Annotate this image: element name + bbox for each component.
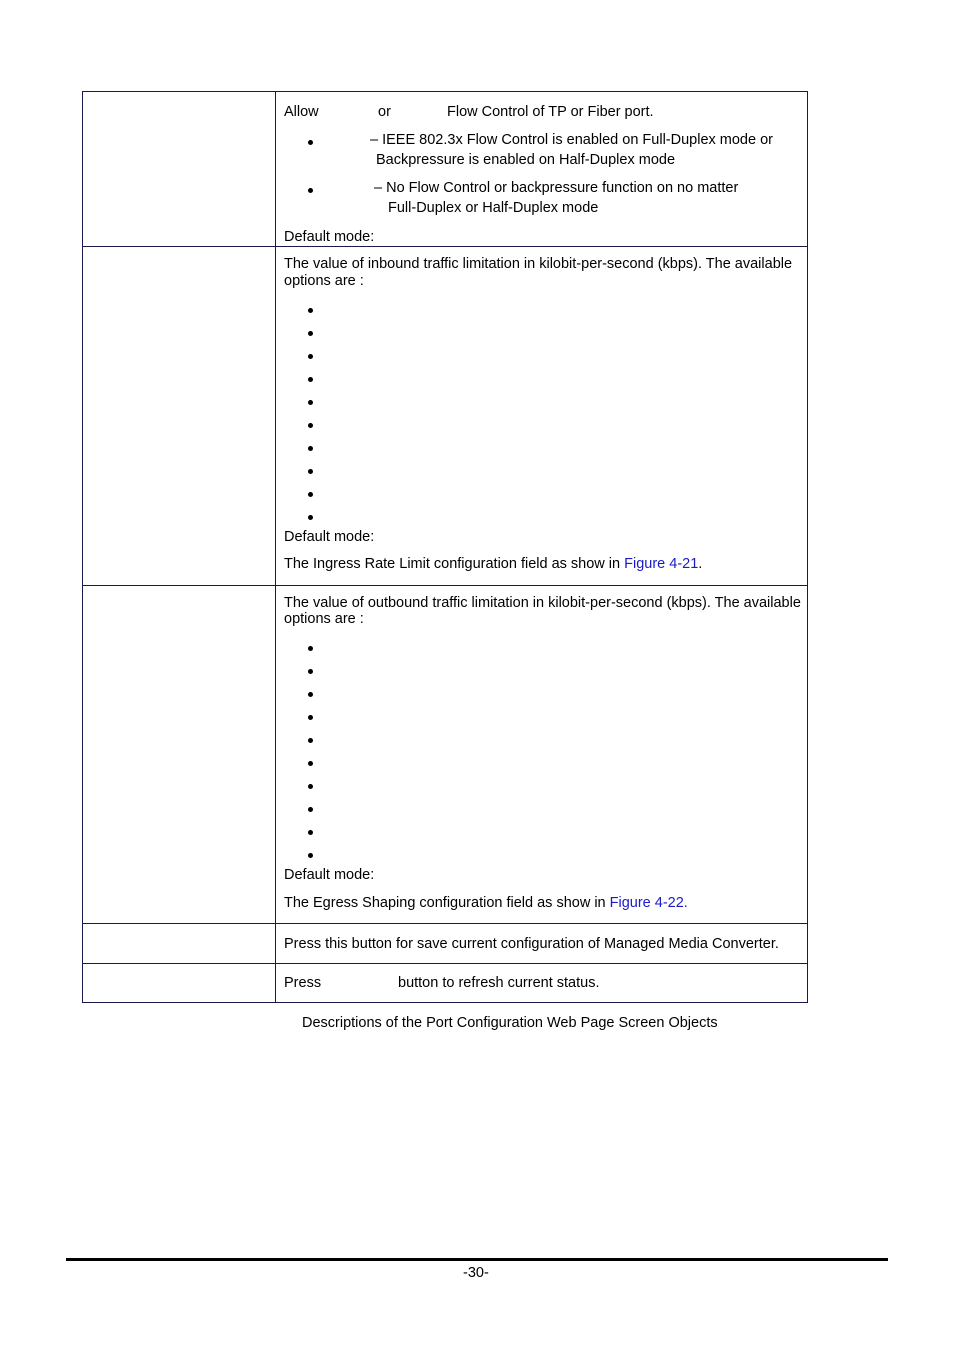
row-divider — [82, 246, 808, 247]
list-bullet — [308, 830, 313, 835]
flow-default-mode: Default mode: — [284, 229, 375, 245]
flow-on-line1: – IEEE 802.3x Flow Control is enabled on Full-Duplex mode or — [370, 132, 773, 148]
flow-intro-rest: Flow Control of TP or Fiber port. — [447, 104, 654, 120]
row-divider — [82, 963, 808, 964]
flow-off-line2: Full-Duplex or Half-Duplex mode — [388, 200, 599, 216]
table-border — [82, 91, 808, 1003]
table-caption: Descriptions of the Port Configuration Web Page Screen Objects — [302, 1015, 718, 1031]
figure-4-21-link[interactable]: Figure 4-21 — [624, 556, 699, 572]
ingress-figure-reference — [284, 556, 702, 572]
flow-off-line1: – No Flow Control or backpressure function on no matter — [374, 180, 739, 196]
list-bullet — [308, 377, 313, 382]
figure-4-22-link[interactable]: Figure 4-22 — [609, 895, 684, 911]
list-bullet — [308, 354, 313, 359]
apply-description: Press this button for save current configuration of Managed Media Converter. — [284, 936, 779, 952]
ingress-default-mode: Default mode: — [284, 529, 375, 545]
list-bullet — [308, 715, 313, 720]
list-bullet — [308, 188, 313, 193]
list-bullet — [308, 446, 313, 451]
column-divider — [275, 91, 276, 1003]
list-bullet — [308, 784, 313, 789]
list-bullet — [308, 140, 313, 145]
refresh-press: Press — [284, 975, 322, 991]
flow-intro-allow: Allow — [284, 104, 319, 120]
list-bullet — [308, 692, 313, 697]
flow-on-line2: Backpressure is enabled on Half-Duplex mode — [376, 152, 676, 168]
egress-desc-line2: options are : — [284, 611, 364, 627]
egress-figure-reference — [284, 895, 688, 911]
list-bullet — [308, 423, 313, 428]
list-bullet — [308, 761, 313, 766]
footer-rule — [66, 1258, 888, 1261]
list-bullet — [308, 515, 313, 520]
ingress-ref-end: . — [698, 556, 703, 572]
row-divider — [82, 585, 808, 586]
list-bullet — [308, 646, 313, 651]
row-divider — [82, 923, 808, 924]
ingress-desc-line2: options are : — [284, 273, 364, 289]
list-bullet — [308, 331, 313, 336]
flow-intro-or: or — [378, 104, 391, 120]
list-bullet — [308, 469, 313, 474]
egress-ref-end: . — [683, 895, 688, 911]
ingress-ref-text: The Ingress Rate Limit configuration field as show in — [284, 556, 625, 572]
list-bullet — [308, 738, 313, 743]
page-number: -30- — [463, 1265, 489, 1281]
ingress-desc-line1: The value of inbound traffic limitation in kilobit-per-second (kbps). The available — [284, 256, 793, 272]
list-bullet — [308, 492, 313, 497]
list-bullet — [308, 853, 313, 858]
list-bullet — [308, 400, 313, 405]
egress-default-mode: Default mode: — [284, 867, 375, 883]
list-bullet — [308, 308, 313, 313]
egress-desc-line1: The value of outbound traffic limitation in kilobit-per-second (kbps). The available — [284, 595, 801, 611]
list-bullet — [308, 807, 313, 812]
egress-ref-text: The Egress Shaping configuration field as show in — [284, 895, 610, 911]
refresh-description: button to refresh current status. — [398, 975, 600, 991]
list-bullet — [308, 669, 313, 674]
